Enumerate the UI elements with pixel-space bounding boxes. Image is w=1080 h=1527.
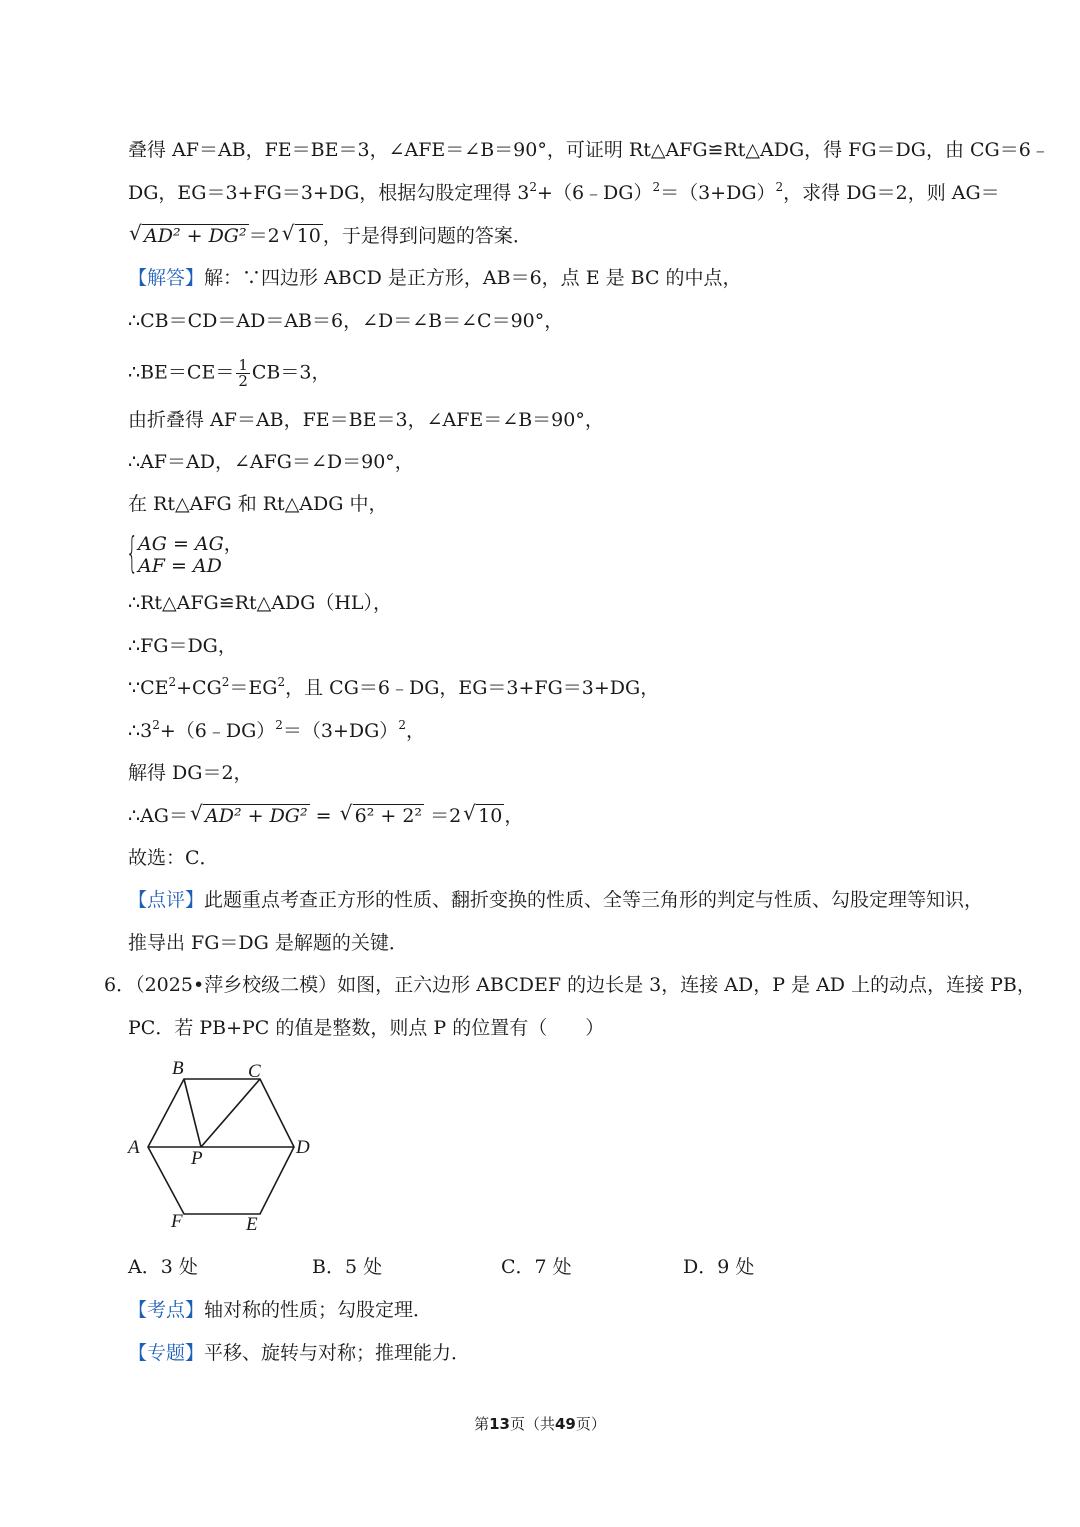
page-footer: 第13页（共49页）: [474, 1415, 606, 1433]
choice-b[interactable]: B．5 处: [312, 1256, 383, 1278]
label-a: A: [128, 1137, 140, 1158]
solution-line-11: 解得 DG＝2，: [128, 762, 253, 784]
solution-line-5: ∴AF＝AD，∠AFG＝∠D＝90°，: [128, 451, 414, 473]
comment-line-1: 【点评】此题重点考查正方形的性质、翻折变换的性质、全等三角形的判定与性质、勾股定理等知识，: [128, 889, 984, 911]
equation-brace: {: [126, 528, 139, 577]
system-eq-1: AG = AG，: [138, 533, 243, 555]
zhuanti-line: 【专题】平移、旋转与对称；推理能力．: [128, 1342, 471, 1364]
hexagon-figure: [120, 1052, 320, 1242]
solution-line-12: ∴AG＝√ AD² + DG² = √ 6² + 2² ＝2√ 10 ，: [128, 803, 523, 829]
choice-c[interactable]: C．7 处: [501, 1256, 572, 1278]
segment-pc: [201, 1079, 260, 1147]
segment-pb: [184, 1079, 201, 1147]
label-c: C: [248, 1061, 261, 1082]
label-p: P: [191, 1148, 203, 1169]
kaodian-tag: 【考点】: [128, 1299, 205, 1321]
label-b: B: [172, 1058, 184, 1079]
solution-line-10: $\therefore 3^2+(6﹣DG)^2=(3+DG)^2$，: [128, 718, 425, 742]
sqrt-expression: √ AD² + DG²: [129, 223, 249, 249]
solution-tag: 【解答】: [128, 267, 205, 289]
label-e: E: [246, 1214, 258, 1235]
sqrt-expression: √ 10: [282, 223, 323, 249]
analysis-line-2: DG，EG＝3+FG＝3+DG，根据勾股定理得 $3^2+(6﹣DG)^2=(3+DG)^2$，求得 DG＝2，则 AG＝: [128, 180, 1000, 204]
sqrt-expression: √ 6² + 2²: [340, 803, 424, 829]
analysis-line-1: 叠得 AF＝AB，FE＝BE＝3，∠AFE＝∠B＝90°，可证明 Rt△AFG≌Rt△ADG，得 FG＝DG，由 CG＝6﹣: [128, 139, 1050, 161]
zhuanti-tag: 【专题】: [128, 1342, 205, 1364]
kaodian-line: 【考点】轴对称的性质；勾股定理．: [128, 1299, 433, 1321]
solution-line-9: $\because CE^2+CG^2=EG^2$，且 CG＝6﹣DG，EG＝3+FG＝3+DG，: [128, 675, 660, 699]
comment-line-2: 推导出 FG＝DG 是解题的关键．: [128, 932, 408, 954]
solution-line-6: 在 Rt△AFG 和 Rt△ADG 中，: [128, 493, 388, 515]
solution-line-4: 由折叠得 AF＝AB，FE＝BE＝3，∠AFE＝∠B＝90°，: [128, 409, 604, 431]
label-d: D: [296, 1137, 310, 1158]
solution-line-7: ∴Rt△AFG≌Rt△ADG（HL），: [128, 592, 393, 614]
question-6-line-2: PC．若 PB+PC 的值是整数，则点 P 的位置有（ ）: [128, 1017, 605, 1039]
comment-tag: 【点评】: [128, 889, 205, 911]
choice-d[interactable]: D．9 处: [683, 1256, 755, 1278]
label-f: F: [171, 1211, 183, 1232]
solution-line-13: 故选：C．: [128, 847, 219, 869]
solution-line-1: 【解答】解：∵四边形 ABCD 是正方形，AB＝6，点 E 是 BC 的中点，: [128, 267, 742, 289]
sqrt-expression: √ 10: [463, 803, 504, 829]
choice-a[interactable]: A．3 处: [128, 1256, 198, 1278]
question-6-line-1: 6．（2025•萍乡校级二模）如图，正六边形 ABCDEF 的边长是 3，连接 AD，P 是 AD 上的动点，连接 PB，: [104, 974, 1036, 996]
analysis-line-3: √ AD² + DG² ＝2√ 10 ，于是得到问题的答案．: [127, 223, 532, 249]
system-eq-2: AF = AD: [138, 555, 222, 577]
sqrt-expression: √ AD² + DG²: [190, 803, 310, 829]
solution-line-3: ∴BE＝CE＝ $\frac{1}{2}$ CB＝3，: [128, 356, 331, 390]
fraction-one-half: $\frac{1}{2}$: [238, 356, 248, 390]
solution-line-2: ∴CB＝CD＝AD＝AB＝6，∠D＝∠B＝∠C＝90°，: [128, 310, 564, 332]
solution-line-8: ∴FG＝DG，: [128, 635, 237, 657]
